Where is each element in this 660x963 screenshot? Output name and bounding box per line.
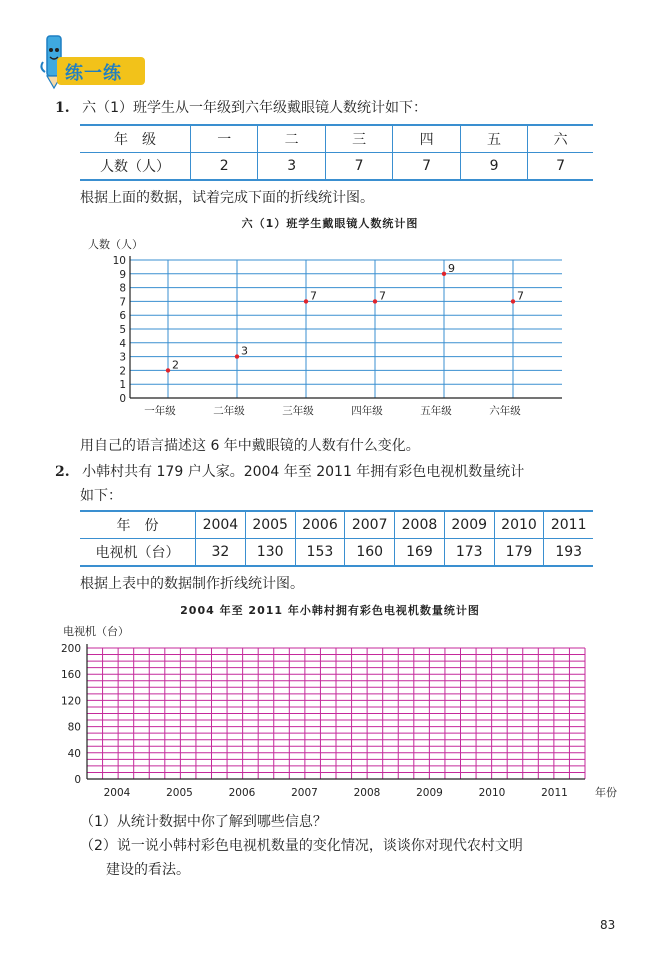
chart-1-point [373,299,377,303]
chart-1-point [304,299,308,303]
tv-count-cell: 179 [494,539,544,567]
table-header-grade: 年 级 [80,125,191,153]
tv-count-cell: 32 [196,539,246,567]
sub-question-2-line2: 建设的看法。 [106,862,190,878]
question-2-text-line2: 如下： [80,488,122,504]
chart-1-ytick: 7 [119,296,126,309]
question-2 [55,462,524,482]
chart-1-point [166,368,170,372]
question-2-instruction: 根据上表中的数据制作折线统计图。 [80,576,304,592]
chart-1 [80,232,580,427]
chart-1-ytick: 3 [119,351,126,364]
sub-question-1: （1）从统计数据中你了解到哪些信息？ [80,814,327,830]
count-cell: 9 [460,153,527,181]
chart-1-point [511,299,515,303]
table-header-count: 人数（人） [80,153,191,181]
question-1-followup: 用自己的语言描述这 6 年中戴眼镜的人数有什么变化。 [80,438,420,454]
chart-2-ytick: 40 [67,747,81,760]
chart-1-xtick: 五年级 [420,405,452,417]
chart-2-ylabel: 电视机（台） [63,625,129,638]
chart-1-ylabel: 人数（人） [88,238,143,251]
chart-1-xtick: 四年级 [351,405,383,417]
grade-cell: 四 [393,125,460,153]
tv-count-cell: 169 [395,539,445,567]
chart-2-ytick: 160 [60,669,81,682]
chart-1-point-label: 7 [517,289,524,303]
chart-2-xtick: 2005 [166,787,193,799]
chart-1-xtick: 三年级 [282,405,314,417]
chart-2-xunit: 年份 [595,786,617,799]
question-1-instruction: 根据上面的数据，试着完成下面的折线统计图。 [80,190,374,206]
count-cell: 7 [393,153,460,181]
count-cell: 7 [556,158,566,174]
chart-1-ytick: 10 [112,255,126,267]
chart-1-ytick: 9 [119,268,126,281]
year-cell: 2009 [444,511,494,539]
grade-cell: 五 [460,125,527,153]
grade-cell: 六 [528,125,593,153]
chart-1-xtick: 二年级 [213,405,245,417]
tv-count-cell: 130 [245,539,295,567]
question-1-text: 六（1）班学生从一年级到六年级戴眼镜人数统计如下： [82,100,427,116]
chart-1-point-label: 7 [379,289,386,303]
chart-2-xtick: 2009 [416,787,443,799]
chart-1-ytick: 0 [119,393,126,405]
table-header-year: 年 份 [80,511,196,539]
grade-cell: 二 [258,125,325,153]
chart-2-ytick: 80 [67,721,81,734]
grade-cell: 一 [191,125,258,153]
question-1 [55,98,427,118]
chart-1-ytick: 2 [119,365,126,378]
year-cell: 2005 [245,511,295,539]
year-cell: 2006 [295,511,345,539]
tv-count-cell: 193 [555,544,583,560]
chart-1-point-label: 2 [172,358,179,372]
tv-table [80,510,593,567]
count-cell: 3 [258,153,325,181]
question-2-number: 2. [55,464,70,480]
tv-count-cell: 160 [345,539,395,567]
chart-1-xtick: 一年级 [144,405,176,417]
chart-2-xtick: 2011 [541,787,568,799]
table-header-tv: 电视机（台） [80,539,196,567]
year-cell: 2004 [196,511,246,539]
sub-question-2-line1: （2）说一说小韩村彩色电视机数量的变化情况，谈谈你对现代农村文明 [80,838,523,854]
chart-1-ytick: 1 [119,379,126,392]
practice-badge [35,32,145,92]
year-cell: 2011 [544,511,593,539]
badge-title: 练一练 [65,63,122,84]
year-cell: 2008 [395,511,445,539]
chart-1-point [442,272,446,276]
chart-1-point-label: 9 [448,261,455,275]
chart-1-ytick: 4 [119,337,126,350]
chart-2-xtick: 2006 [228,787,256,799]
chart-2 [55,620,635,805]
chart-2-ytick: 0 [74,774,81,786]
chart-2-ytick: 120 [60,695,81,708]
chart-1-xtick: 六年级 [489,405,521,417]
question-2-text-line1: 小韩村共有 179 户人家。2004 年至 2011 年拥有彩色电视机数量统计 [82,464,525,480]
chart-2-title: 2004 年至 2011 年小韩村拥有彩色电视机数量统计图 [180,604,480,617]
grade-cell: 三 [325,125,392,153]
year-cell: 2010 [494,511,544,539]
chart-2-xtick: 2004 [103,787,131,799]
chart-2-ytick: 200 [60,643,81,655]
chart-2-xtick: 2007 [291,787,318,799]
chart-1-point-label: 3 [241,344,248,358]
chart-1-point-label: 7 [310,289,317,303]
count-cell: 2 [191,153,258,181]
glasses-table [80,124,593,181]
tv-count-cell: 173 [444,539,494,567]
chart-1-ytick: 5 [119,324,126,336]
chart-1-ytick: 8 [119,282,126,295]
chart-2-xtick: 2008 [353,787,381,799]
chart-1-point [235,354,239,358]
year-cell: 2007 [345,511,395,539]
chart-1-title: 六（1）班学生戴眼镜人数统计图 [241,217,419,230]
chart-1-ytick: 6 [119,310,126,323]
count-cell: 7 [325,153,392,181]
tv-count-cell: 153 [295,539,345,567]
page-number: 83 [600,918,616,932]
question-1-number: 1. [55,100,70,116]
chart-2-xtick: 2010 [478,787,506,799]
